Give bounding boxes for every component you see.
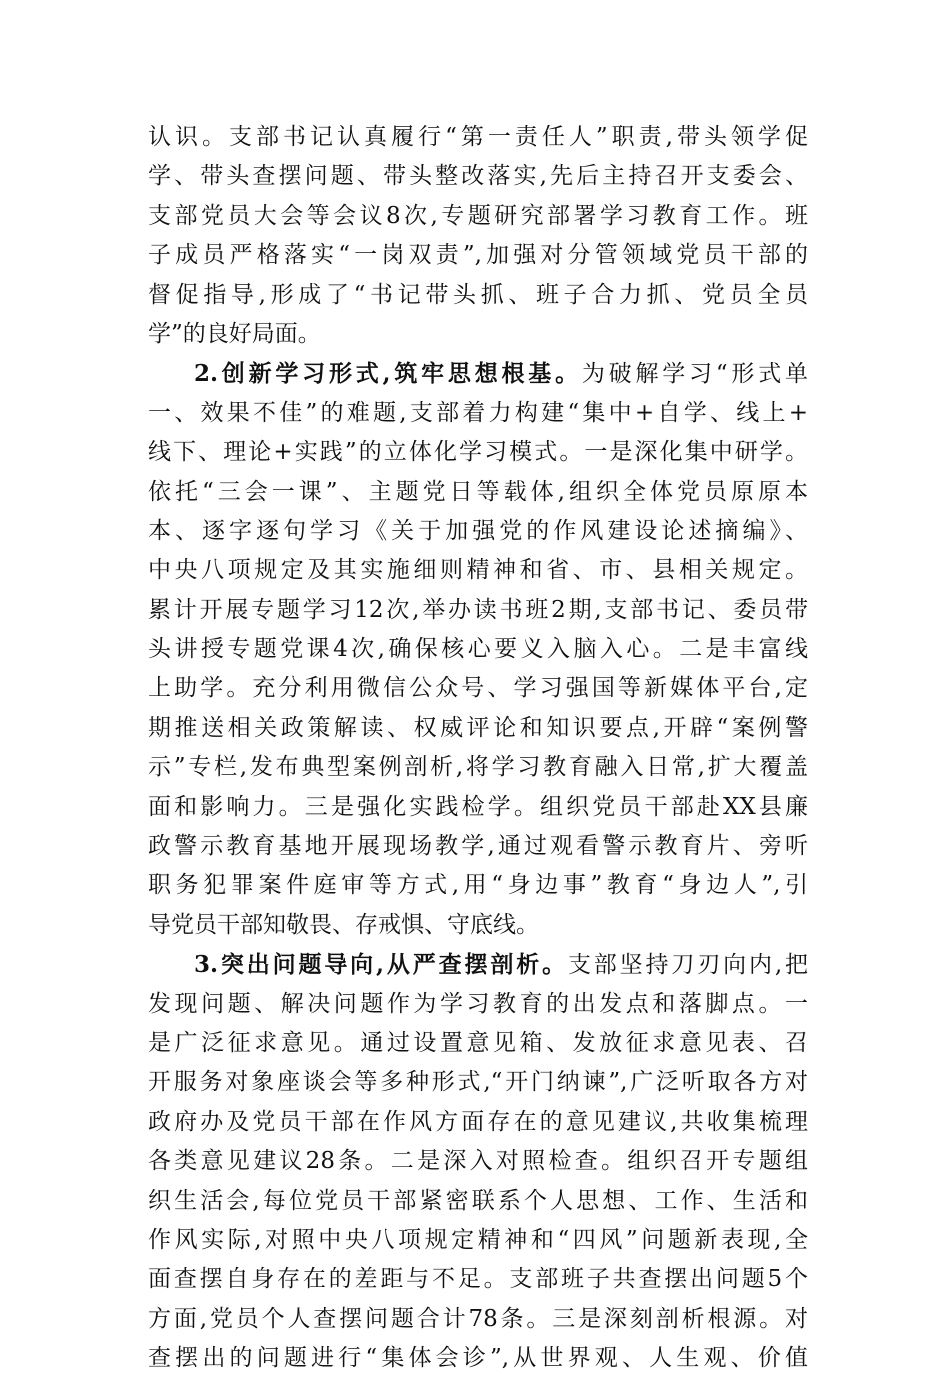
line-text: 各类意见建议28条。二是深入对照检查。组织召开专题组 bbox=[148, 1148, 808, 1175]
line-text: 督促指导,形成了“书记带头抓、班子合力抓、党员全员 bbox=[148, 281, 808, 308]
section-heading: 3.突出问题导向,从严查摆剖析。 bbox=[194, 951, 568, 979]
text-line bbox=[148, 1024, 808, 1063]
line-text: 学、带头查摆问题、带头整改落实,先后主持召开支委会、 bbox=[148, 163, 808, 190]
line-text: 查摆出的问题进行“集体会诊”,从世界观、人生观、价值 bbox=[148, 1345, 808, 1372]
text-line bbox=[148, 433, 808, 472]
text-line bbox=[148, 1221, 808, 1260]
body-text bbox=[148, 118, 808, 1379]
line-text: 方面,党员个人查摆问题合计78条。三是深刻剖析根源。对 bbox=[148, 1305, 808, 1332]
line-text: 中央八项规定及其实施细则精神和省、市、县相关规定。 bbox=[148, 557, 808, 584]
section-heading-line bbox=[148, 354, 808, 393]
line-text: 一、效果不佳”的难题,支部着力构建“集中+自学、线上+ bbox=[148, 399, 808, 426]
line-text: 子成员严格落实“一岗双责”,加强对分管领域党员干部的 bbox=[148, 242, 808, 269]
text-line bbox=[148, 118, 808, 157]
text-line bbox=[148, 1339, 808, 1378]
text-line bbox=[148, 315, 808, 354]
line-text: 面和影响力。三是强化实践检学。组织党员干部赴XX县廉 bbox=[148, 793, 808, 820]
line-text: 头讲授专题党课4次,确保核心要义入脑入心。二是丰富线 bbox=[148, 636, 808, 663]
text-line bbox=[148, 591, 808, 630]
text-line bbox=[148, 1142, 808, 1181]
line-text: 累计开展专题学习12次,举办读书班2期,支部书记、委员带 bbox=[148, 596, 808, 623]
line-text: 期推送相关政策解读、权威评论和知识要点,开辟“案例警 bbox=[148, 714, 808, 741]
section-heading-line bbox=[148, 945, 808, 984]
text-line bbox=[148, 512, 808, 551]
section-heading: 2.创新学习形式,筑牢思想根基。 bbox=[194, 360, 582, 388]
line-text: 依托“三会一课”、主题党日等载体,组织全体党员原原本 bbox=[148, 478, 808, 505]
text-line bbox=[148, 827, 808, 866]
text-line bbox=[148, 1103, 808, 1142]
line-text: 支部党员大会等会议8次,专题研究部署学习教育工作。班 bbox=[148, 202, 808, 229]
line-text: 示”专栏,发布典型案例剖析,将学习教育融入日常,扩大覆盖 bbox=[148, 754, 808, 781]
text-line bbox=[148, 276, 808, 315]
line-text: 开服务对象座谈会等多种形式,“开门纳谏”,广泛听取各方对 bbox=[148, 1069, 808, 1096]
text-line bbox=[148, 157, 808, 196]
line-text: 认识。支部书记认真履行“第一责任人”职责,带头领学促 bbox=[148, 124, 808, 150]
line-text: 学”的良好局面。 bbox=[148, 320, 321, 347]
text-line bbox=[148, 1063, 808, 1102]
line-text: 是广泛征求意见。通过设置意见箱、发放征求意见表、召 bbox=[148, 1029, 808, 1056]
line-text: 政警示教育基地开展现场教学,通过观看警示教育片、旁听 bbox=[148, 833, 808, 860]
text-line bbox=[148, 236, 808, 275]
line-text: 导党员干部知敬畏、存戒惧、守底线。 bbox=[148, 911, 539, 938]
text-line bbox=[148, 866, 808, 905]
text-line bbox=[148, 473, 808, 512]
text-line bbox=[148, 709, 808, 748]
text-line bbox=[148, 985, 808, 1024]
line-text: 职务犯罪案件庭审等方式,用“身边事”教育“身边人”,引 bbox=[148, 872, 808, 899]
line-text: 为破解学习“形式单 bbox=[581, 361, 808, 388]
text-line bbox=[148, 669, 808, 708]
line-text: 面查摆自身存在的差距与不足。支部班子共查摆出问题5个 bbox=[148, 1266, 808, 1293]
text-line bbox=[148, 394, 808, 433]
text-line bbox=[148, 630, 808, 669]
line-text: 上助学。充分利用微信公众号、学习强国等新媒体平台,定 bbox=[148, 675, 808, 702]
text-line bbox=[148, 788, 808, 827]
line-text: 支部坚持刀刃向内,把 bbox=[567, 952, 808, 979]
text-line bbox=[148, 906, 808, 945]
text-line bbox=[148, 1300, 808, 1339]
text-line bbox=[148, 197, 808, 236]
text-line bbox=[148, 1260, 808, 1299]
text-line bbox=[148, 551, 808, 590]
line-text: 本、逐字逐句学习《关于加强党的作风建设论述摘编》、 bbox=[148, 517, 808, 544]
text-line bbox=[148, 748, 808, 787]
line-text: 政府办及党员干部在作风方面存在的意见建议,共收集梳理 bbox=[148, 1108, 808, 1135]
line-text: 作风实际,对照中央八项规定精神和“四风”问题新表现,全 bbox=[148, 1226, 808, 1253]
line-text: 发现问题、解决问题作为学习教育的出发点和落脚点。一 bbox=[148, 990, 808, 1017]
line-text: 织生活会,每位党员干部紧密联系个人思想、工作、生活和 bbox=[148, 1187, 808, 1214]
text-line bbox=[148, 1182, 808, 1221]
line-text: 线下、理论+实践”的立体化学习模式。一是深化集中研学。 bbox=[148, 439, 808, 466]
